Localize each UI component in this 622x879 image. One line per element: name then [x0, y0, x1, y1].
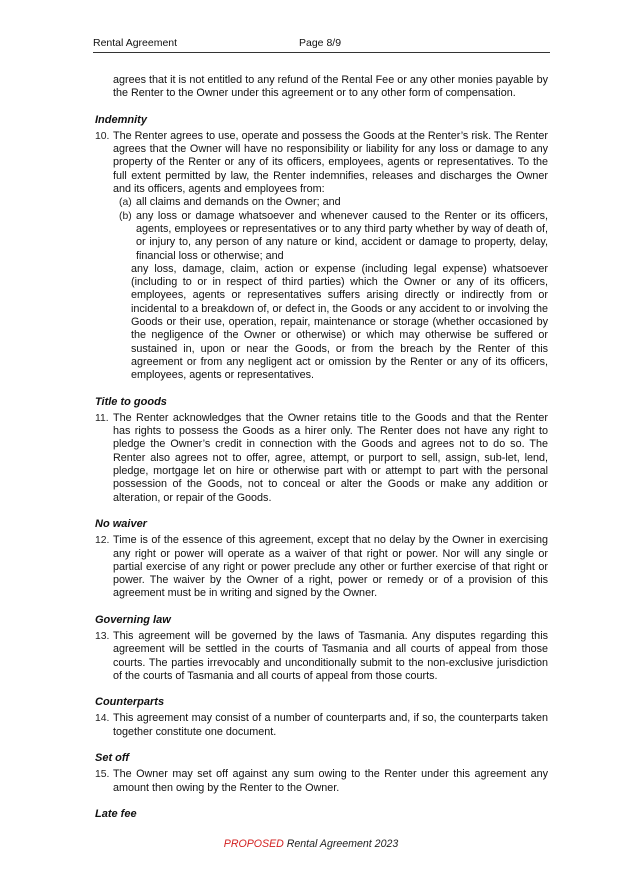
- clause-13: [95, 630, 548, 683]
- header-title: Rental Agreement: [93, 37, 178, 49]
- heading-set-off: Set off: [95, 752, 130, 765]
- subclause-b: [119, 210, 548, 263]
- heading-no-waiver: No waiver: [95, 517, 147, 530]
- document-body: [95, 74, 548, 824]
- clause-11: [95, 412, 548, 505]
- clause-number: 15.: [95, 769, 110, 781]
- clause-10: [95, 130, 548, 196]
- clause-number: 11.: [95, 412, 109, 424]
- footer-proposed-label: PROPOSED: [223, 838, 284, 850]
- indemnity-trailing-paragraph: any loss, damage, claim, action or expense (including legal expense) whatsoever (including to or in respect of third parties) which the Owner or any of its officers, employees, agents or representatives suffers arising directly or indirectly from or incidental to a breakdown of, or defect in, the Goods or any accident to or involving the Goods or their use, operation, repair, maintenance or storage (whether occasioned by the negligence of the Owner or otherwise) or which may otherwise be suffered or sustained in, upon or near the Goods, or from the breach by the Renter of this agreement or from any negligent act or omission by the Renter or any of its officers, employees, agents or representatives.: [131, 262, 548, 382]
- clause-number: 10.: [95, 130, 110, 142]
- clause-number: 12.: [95, 535, 110, 547]
- clause-text: The Renter agrees to use, operate and possess the Goods at the Renter’s risk. The Renter agrees that the Owner will have no responsibility or liability for any loss or damage to any property of the Renter or any of its officers, employees, agents or representatives. To the full extent permitted by law, the Renter indemnifies, releases and discharges the Owner and its officers, agents and employees from:: [113, 129, 548, 196]
- heading-indemnity: Indemnity: [95, 113, 147, 126]
- footer-document-name: Rental Agreement 2023: [283, 838, 399, 850]
- subclause-letter: (a): [119, 197, 132, 209]
- subclause-letter: (b): [119, 210, 132, 222]
- clause-text: Time is of the essence of this agreement, except that no delay by the Owner in exercising any right or power will operate as a waiver of that right or power. Nor will any single or partial exercise of any right or power preclude any other or further exercise of that right or power. The waiver by the Owner of a right, power or remedy or of a provision of this agreement must be in writing and signed by the Owner.: [113, 534, 548, 600]
- heading-counterparts: Counterparts: [95, 696, 165, 709]
- clause-text: The Renter acknowledges that the Owner retains title to the Goods and that the Renter has rights to possess the Goods as a hirer only. The Renter does not have any right to pledge the Owner’s credit in connection with the Goods and agrees not to do so. The Renter also agrees not to offer, agree, attempt, or purport to sell, assign, sub-let, lend, pledge, mortgage let on hire or otherwise part with or attempt to part with the personal possession of the Goods, not to conceal or alter the Goods or make any addition or alteration, or repair of the Goods.: [113, 411, 548, 504]
- clause-15: [95, 768, 548, 795]
- subclause-text: all claims and demands on the Owner; and: [136, 196, 341, 209]
- clause-text: The Owner may set off against any sum owing to the Renter under this agreement any amount then owing by the Renter to the Owner.: [113, 768, 548, 794]
- subclause-a: [119, 196, 548, 209]
- heading-title-to-goods: Title to goods: [95, 395, 167, 408]
- clause-number: 13.: [95, 630, 110, 642]
- continuation-paragraph: agrees that it is not entitled to any refund of the Rental Fee or any other monies payable by the Renter to the Owner under this agreement or to any other form of compensation.: [113, 74, 548, 100]
- clause-text: This agreement will be governed by the laws of Tasmania. Any disputes regarding this agreement will be settled in the courts of Tasmania and all courts of appeal from those courts. The parties irrevocably and unconditionally submit to the non-exclusive jurisdiction of the courts of Tasmania and all courts of appeal from those courts.: [113, 629, 548, 682]
- heading-late-fee: Late fee: [95, 807, 137, 820]
- subclause-text: any loss or damage whatsoever and whenever caused to the Renter or its officers, agents, employees or representatives or to any third party whether by way of death of, or injury to, any person of any nature or kind, accident or damage to property, delay, financial loss or otherwise; and: [136, 209, 548, 262]
- heading-governing-law: Governing law: [95, 613, 171, 626]
- header-page-number: Page 8/9: [299, 37, 342, 49]
- page-footer: [0, 838, 622, 850]
- page-header: [93, 37, 550, 53]
- clause-12: [95, 534, 548, 600]
- clause-number: 14.: [95, 713, 110, 725]
- clause-text: This agreement may consist of a number of counterparts and, if so, the counterparts taken together constitute one document.: [113, 712, 548, 738]
- clause-14: [95, 712, 548, 739]
